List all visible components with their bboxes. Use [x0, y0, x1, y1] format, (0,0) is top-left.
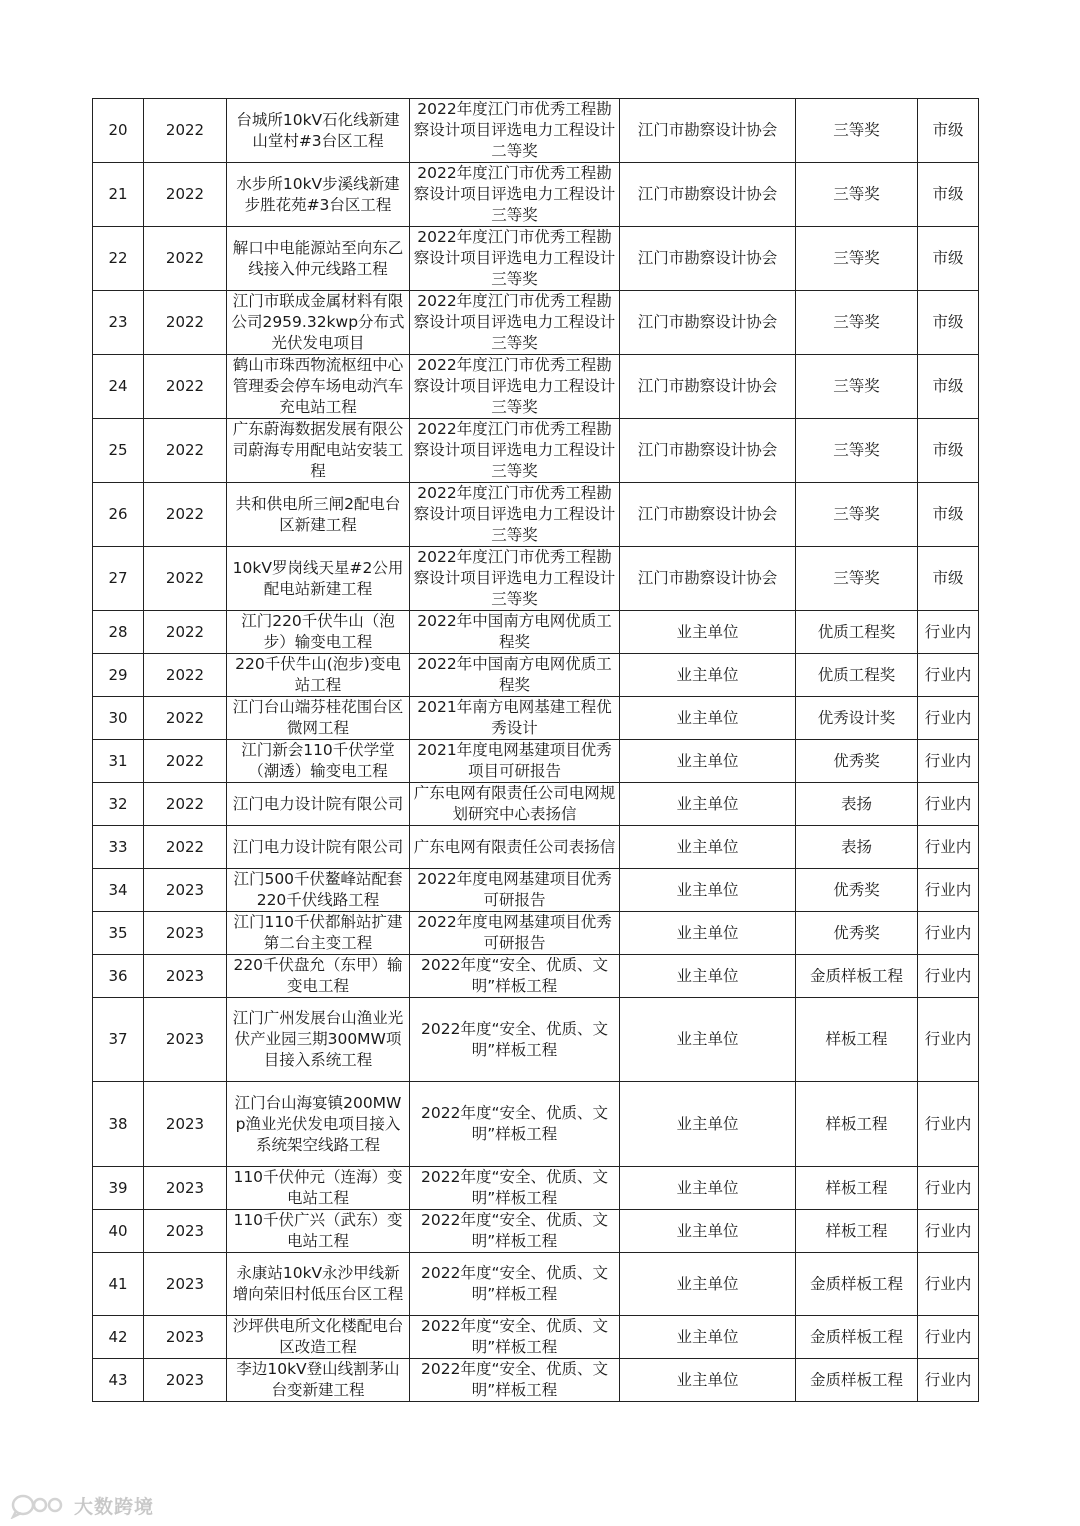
issuer-cell: 业主单位	[620, 654, 796, 697]
issuer-cell: 业主单位	[620, 1253, 796, 1316]
year-cell: 2023	[144, 912, 227, 955]
table-row	[93, 355, 979, 419]
issuer-cell: 江门市勘察设计协会	[620, 547, 796, 611]
level-cell: 行业内	[918, 912, 979, 955]
project-name-cell: 江门新会110千伏学堂（潮透）输变电工程	[227, 740, 410, 783]
level-cell: 行业内	[918, 611, 979, 654]
table-row	[93, 547, 979, 611]
chat-bubble-logo-icon	[10, 1491, 68, 1519]
year-cell: 2022	[144, 611, 227, 654]
year-cell: 2022	[144, 419, 227, 483]
year-cell: 2022	[144, 99, 227, 163]
table-row	[93, 697, 979, 740]
table-row	[93, 483, 979, 547]
issuer-cell: 业主单位	[620, 697, 796, 740]
level-cell: 行业内	[918, 998, 979, 1082]
grade-cell: 金质样板工程	[796, 1253, 918, 1316]
table-row	[93, 783, 979, 826]
issuer-cell: 江门市勘察设计协会	[620, 419, 796, 483]
level-cell: 行业内	[918, 1210, 979, 1253]
project-name-cell: 江门台山海宴镇200MWp渔业光伏发电项目接入系统架空线路工程	[227, 1082, 410, 1167]
project-name-cell: 江门台山端芬桂花围台区微网工程	[227, 697, 410, 740]
award-name-cell: 2022年度江门市优秀工程勘察设计项目评选电力工程设计三等奖	[410, 547, 620, 611]
table-row	[93, 998, 979, 1082]
table-row	[93, 654, 979, 697]
year-cell: 2023	[144, 1167, 227, 1210]
project-name-cell: 沙坪供电所文化楼配电台区改造工程	[227, 1316, 410, 1359]
row-number-cell: 32	[93, 783, 144, 826]
table-row	[93, 227, 979, 291]
level-cell: 市级	[918, 163, 979, 227]
project-name-cell: 江门220千伏牛山（泡步）输变电工程	[227, 611, 410, 654]
table-row	[93, 869, 979, 912]
table-row	[93, 826, 979, 869]
year-cell: 2022	[144, 697, 227, 740]
grade-cell: 三等奖	[796, 547, 918, 611]
table-row	[93, 912, 979, 955]
project-name-cell: 解口中电能源站至向东乙线接入仲元线路工程	[227, 227, 410, 291]
table-body	[93, 99, 979, 1402]
table-row	[93, 99, 979, 163]
year-cell: 2022	[144, 826, 227, 869]
issuer-cell: 业主单位	[620, 1316, 796, 1359]
year-cell: 2023	[144, 955, 227, 998]
project-name-cell: 江门500千伏鳌峰站配套220千伏线路工程	[227, 869, 410, 912]
grade-cell: 样板工程	[796, 1210, 918, 1253]
year-cell: 2023	[144, 1359, 227, 1402]
project-name-cell: 永康站10kV永沙甲线新增向荣旧村低压台区工程	[227, 1253, 410, 1316]
level-cell: 市级	[918, 483, 979, 547]
award-name-cell: 2021年度电网基建项目优秀项目可研报告	[410, 740, 620, 783]
row-number-cell: 33	[93, 826, 144, 869]
row-number-cell: 27	[93, 547, 144, 611]
grade-cell: 三等奖	[796, 99, 918, 163]
level-cell: 行业内	[918, 654, 979, 697]
grade-cell: 三等奖	[796, 163, 918, 227]
table-row	[93, 1210, 979, 1253]
award-name-cell: 广东电网有限责任公司表扬信	[410, 826, 620, 869]
watermark-text: 大数跨境	[74, 1495, 155, 1518]
issuer-cell: 江门市勘察设计协会	[620, 163, 796, 227]
level-cell: 行业内	[918, 783, 979, 826]
project-name-cell: 110千伏仲元（连海）变电站工程	[227, 1167, 410, 1210]
grade-cell: 三等奖	[796, 483, 918, 547]
issuer-cell: 江门市勘察设计协会	[620, 483, 796, 547]
level-cell: 行业内	[918, 1167, 979, 1210]
table-row	[93, 419, 979, 483]
row-number-cell: 30	[93, 697, 144, 740]
grade-cell: 优秀奖	[796, 912, 918, 955]
row-number-cell: 24	[93, 355, 144, 419]
issuer-cell: 江门市勘察设计协会	[620, 227, 796, 291]
project-name-cell: 李边10kV登山线割茅山台变新建工程	[227, 1359, 410, 1402]
award-name-cell: 2022年度江门市优秀工程勘察设计项目评选电力工程设计三等奖	[410, 355, 620, 419]
grade-cell: 三等奖	[796, 227, 918, 291]
table-row	[93, 955, 979, 998]
year-cell: 2022	[144, 291, 227, 355]
grade-cell: 样板工程	[796, 998, 918, 1082]
award-name-cell: 广东电网有限责任公司电网规划研究中心表扬信	[410, 783, 620, 826]
table-row	[93, 163, 979, 227]
level-cell: 行业内	[918, 740, 979, 783]
issuer-cell: 江门市勘察设计协会	[620, 291, 796, 355]
year-cell: 2023	[144, 869, 227, 912]
row-number-cell: 41	[93, 1253, 144, 1316]
project-name-cell: 江门电力设计院有限公司	[227, 826, 410, 869]
grade-cell: 表扬	[796, 826, 918, 869]
year-cell: 2023	[144, 1082, 227, 1167]
row-number-cell: 37	[93, 998, 144, 1082]
grade-cell: 样板工程	[796, 1167, 918, 1210]
award-name-cell: 2022年度“安全、优质、文明”样板工程	[410, 955, 620, 998]
issuer-cell: 业主单位	[620, 1210, 796, 1253]
row-number-cell: 25	[93, 419, 144, 483]
grade-cell: 金质样板工程	[796, 1316, 918, 1359]
year-cell: 2023	[144, 998, 227, 1082]
grade-cell: 优秀奖	[796, 740, 918, 783]
table-row	[93, 740, 979, 783]
grade-cell: 三等奖	[796, 291, 918, 355]
project-name-cell: 江门市联成金属材料有限公司2959.32kwp分布式光伏发电项目	[227, 291, 410, 355]
issuer-cell: 业主单位	[620, 1082, 796, 1167]
year-cell: 2022	[144, 227, 227, 291]
issuer-cell: 业主单位	[620, 611, 796, 654]
level-cell: 市级	[918, 419, 979, 483]
row-number-cell: 39	[93, 1167, 144, 1210]
project-name-cell: 台城所10kV石化线新建山堂村#3台区工程	[227, 99, 410, 163]
table-row	[93, 1167, 979, 1210]
level-cell: 市级	[918, 291, 979, 355]
award-table	[92, 98, 979, 1402]
row-number-cell: 35	[93, 912, 144, 955]
level-cell: 市级	[918, 547, 979, 611]
year-cell: 2022	[144, 355, 227, 419]
grade-cell: 金质样板工程	[796, 955, 918, 998]
award-name-cell: 2022年度“安全、优质、文明”样板工程	[410, 1082, 620, 1167]
row-number-cell: 26	[93, 483, 144, 547]
table-row	[93, 1316, 979, 1359]
issuer-cell: 业主单位	[620, 1167, 796, 1210]
year-cell: 2022	[144, 740, 227, 783]
award-name-cell: 2022年度“安全、优质、文明”样板工程	[410, 1210, 620, 1253]
award-name-cell: 2022年度“安全、优质、文明”样板工程	[410, 998, 620, 1082]
row-number-cell: 31	[93, 740, 144, 783]
table-row	[93, 1359, 979, 1402]
project-name-cell: 220千伏盘允（东甲）输变电工程	[227, 955, 410, 998]
project-name-cell: 110千伏广兴（武东）变电站工程	[227, 1210, 410, 1253]
watermark	[10, 1490, 154, 1520]
award-name-cell: 2022年度江门市优秀工程勘察设计项目评选电力工程设计三等奖	[410, 419, 620, 483]
row-number-cell: 43	[93, 1359, 144, 1402]
grade-cell: 三等奖	[796, 419, 918, 483]
grade-cell: 优质工程奖	[796, 611, 918, 654]
year-cell: 2022	[144, 547, 227, 611]
issuer-cell: 业主单位	[620, 740, 796, 783]
award-name-cell: 2022年度江门市优秀工程勘察设计项目评选电力工程设计二等奖	[410, 99, 620, 163]
award-name-cell: 2022年度江门市优秀工程勘察设计项目评选电力工程设计三等奖	[410, 227, 620, 291]
grade-cell: 金质样板工程	[796, 1359, 918, 1402]
row-number-cell: 38	[93, 1082, 144, 1167]
issuer-cell: 业主单位	[620, 826, 796, 869]
year-cell: 2023	[144, 1210, 227, 1253]
year-cell: 2022	[144, 654, 227, 697]
level-cell: 市级	[918, 227, 979, 291]
award-name-cell: 2022年度“安全、优质、文明”样板工程	[410, 1167, 620, 1210]
award-name-cell: 2022年度电网基建项目优秀可研报告	[410, 912, 620, 955]
level-cell: 行业内	[918, 826, 979, 869]
table-row	[93, 1253, 979, 1316]
project-name-cell: 水步所10kV步溪线新建步胜花苑#3台区工程	[227, 163, 410, 227]
grade-cell: 表扬	[796, 783, 918, 826]
issuer-cell: 业主单位	[620, 955, 796, 998]
project-name-cell: 江门电力设计院有限公司	[227, 783, 410, 826]
project-name-cell: 10kV罗岗线天星#2公用配电站新建工程	[227, 547, 410, 611]
level-cell: 行业内	[918, 1082, 979, 1167]
row-number-cell: 22	[93, 227, 144, 291]
award-name-cell: 2022年度“安全、优质、文明”样板工程	[410, 1359, 620, 1402]
level-cell: 市级	[918, 99, 979, 163]
project-name-cell: 共和供电所三闸2配电台区新建工程	[227, 483, 410, 547]
level-cell: 行业内	[918, 697, 979, 740]
issuer-cell: 业主单位	[620, 869, 796, 912]
year-cell: 2022	[144, 483, 227, 547]
award-name-cell: 2022年度江门市优秀工程勘察设计项目评选电力工程设计三等奖	[410, 483, 620, 547]
award-name-cell: 2022年度江门市优秀工程勘察设计项目评选电力工程设计三等奖	[410, 163, 620, 227]
issuer-cell: 业主单位	[620, 998, 796, 1082]
award-name-cell: 2022年度“安全、优质、文明”样板工程	[410, 1253, 620, 1316]
award-name-cell: 2022年度江门市优秀工程勘察设计项目评选电力工程设计三等奖	[410, 291, 620, 355]
row-number-cell: 42	[93, 1316, 144, 1359]
table-row	[93, 1082, 979, 1167]
award-name-cell: 2021年南方电网基建工程优秀设计	[410, 697, 620, 740]
grade-cell: 三等奖	[796, 355, 918, 419]
project-name-cell: 江门广州发展台山渔业光伏产业园三期300MW项目接入系统工程	[227, 998, 410, 1082]
row-number-cell: 20	[93, 99, 144, 163]
grade-cell: 优秀奖	[796, 869, 918, 912]
issuer-cell: 江门市勘察设计协会	[620, 99, 796, 163]
level-cell: 行业内	[918, 1359, 979, 1402]
project-name-cell: 220千伏牛山(泡步)变电站工程	[227, 654, 410, 697]
row-number-cell: 40	[93, 1210, 144, 1253]
row-number-cell: 23	[93, 291, 144, 355]
project-name-cell: 鹤山市珠西物流枢纽中心管理委会停车场电动汽车充电站工程	[227, 355, 410, 419]
row-number-cell: 36	[93, 955, 144, 998]
year-cell: 2023	[144, 1253, 227, 1316]
level-cell: 行业内	[918, 869, 979, 912]
row-number-cell: 29	[93, 654, 144, 697]
issuer-cell: 业主单位	[620, 912, 796, 955]
row-number-cell: 28	[93, 611, 144, 654]
level-cell: 行业内	[918, 1316, 979, 1359]
project-name-cell: 广东蔚海数据发展有限公司蔚海专用配电站安装工程	[227, 419, 410, 483]
level-cell: 市级	[918, 355, 979, 419]
grade-cell: 样板工程	[796, 1082, 918, 1167]
project-name-cell: 江门110千伏都斛站扩建第二台主变工程	[227, 912, 410, 955]
year-cell: 2022	[144, 163, 227, 227]
award-name-cell: 2022年度“安全、优质、文明”样板工程	[410, 1316, 620, 1359]
table-row	[93, 291, 979, 355]
level-cell: 行业内	[918, 955, 979, 998]
issuer-cell: 江门市勘察设计协会	[620, 355, 796, 419]
year-cell: 2023	[144, 1316, 227, 1359]
issuer-cell: 业主单位	[620, 783, 796, 826]
level-cell: 行业内	[918, 1253, 979, 1316]
award-name-cell: 2022年度电网基建项目优秀可研报告	[410, 869, 620, 912]
row-number-cell: 34	[93, 869, 144, 912]
issuer-cell: 业主单位	[620, 1359, 796, 1402]
award-name-cell: 2022年中国南方电网优质工程奖	[410, 654, 620, 697]
grade-cell: 优秀设计奖	[796, 697, 918, 740]
grade-cell: 优质工程奖	[796, 654, 918, 697]
year-cell: 2022	[144, 783, 227, 826]
award-name-cell: 2022年中国南方电网优质工程奖	[410, 611, 620, 654]
row-number-cell: 21	[93, 163, 144, 227]
table-row	[93, 611, 979, 654]
